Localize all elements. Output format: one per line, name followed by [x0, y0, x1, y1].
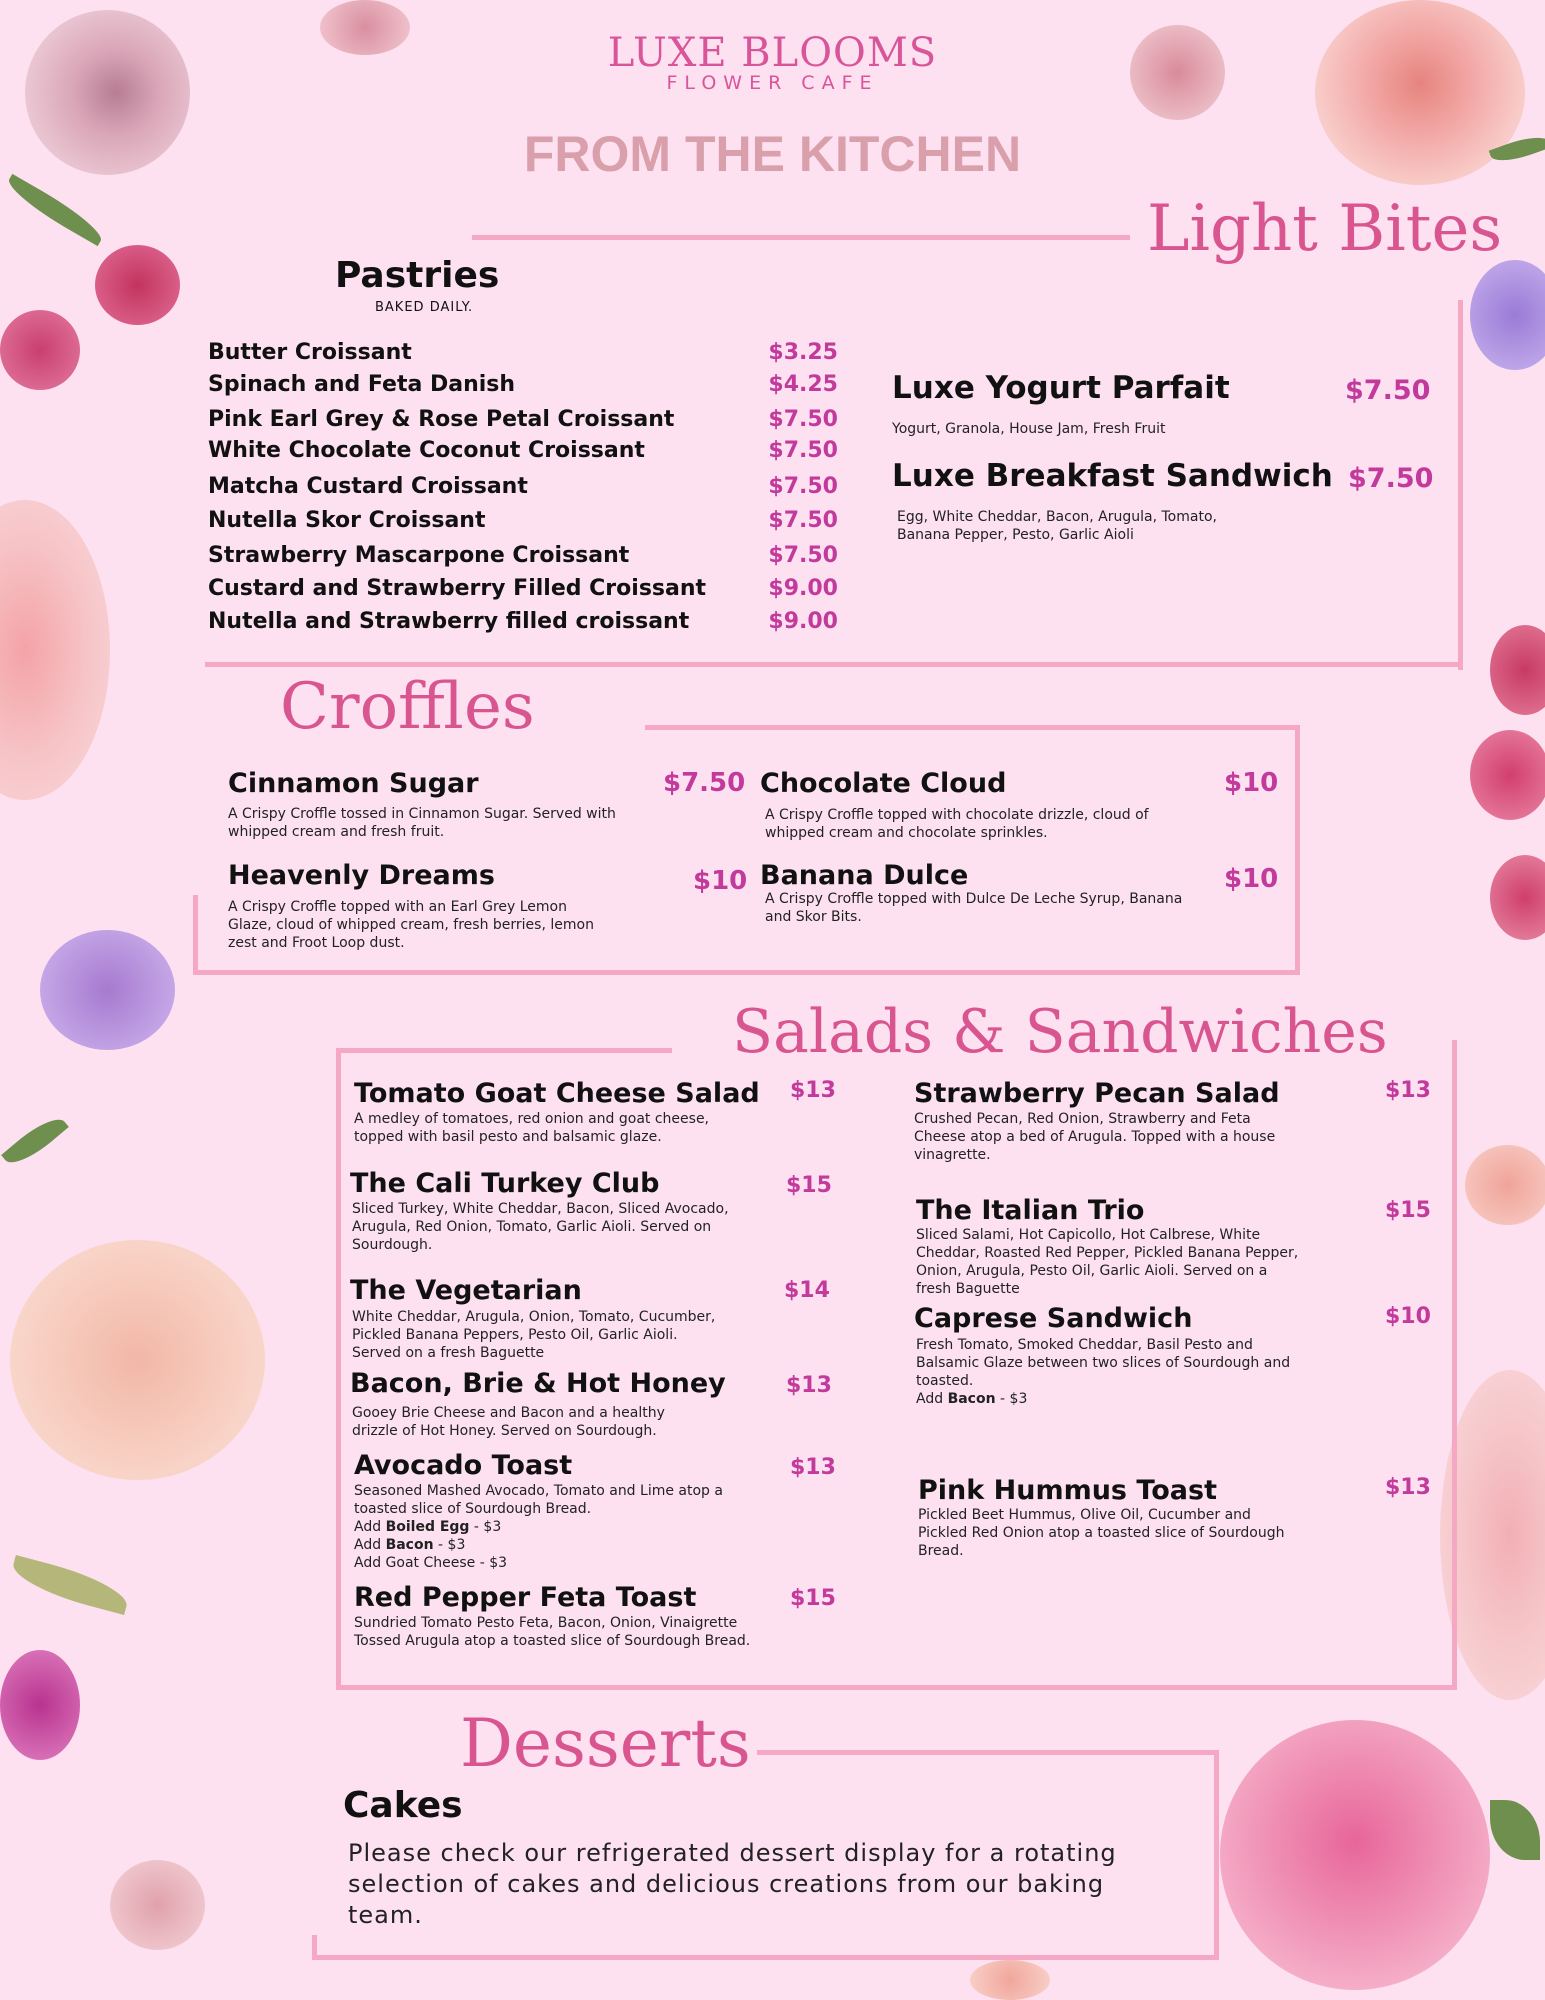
divider	[336, 1685, 1457, 1690]
item-name: The Vegetarian	[350, 1275, 582, 1306]
item-description: Seasoned Mashed Avocado, Tomato and Lime atop a toasted slice of Sourdough Bread. Add Boiled Egg - $3 Add Bacon - $3 Add Goat Cheese - $3	[354, 1482, 729, 1572]
cakes-description: Please check our refrigerated dessert display for a rotating selection of cakes and delicious creations from our baking team.	[348, 1839, 1117, 1929]
item-name: The Cali Turkey Club	[350, 1168, 660, 1199]
item-name: Avocado Toast	[354, 1450, 573, 1481]
item-price: $10	[1224, 768, 1279, 798]
item-price: $15	[790, 1586, 836, 1611]
item-description: A Crispy Croffle topped with Dulce De Leche Syrup, Banana and Skor Bits.	[765, 891, 1183, 925]
item-description: Sliced Turkey, White Cheddar, Bacon, Sliced Avocado, Arugula, Red Onion, Tomato, Garlic Aioli. Served on Sourdough.	[352, 1201, 729, 1253]
item-description: A Crispy Croffle tossed in Cinnamon Sugar. Served with whipped cream and fresh fruit.	[228, 806, 616, 840]
section-title-salads: Salads & Sandwiches	[732, 997, 1388, 1067]
brand-name: LUXE BLOOMS	[607, 30, 938, 76]
item-description: Fresh Tomato, Smoked Cheddar, Basil Pesto and Balsamic Glaze between two slices of Sourdough and toasted. Add Bacon - $3	[916, 1336, 1301, 1408]
addon-line: Add Boiled Egg - $3	[354, 1519, 502, 1535]
brand-logo	[0, 30, 1545, 94]
item-description: White Cheddar, Arugula, Onion, Tomato, Cucumber, Pickled Banana Peppers, Pesto Oil, Garlic Aioli. Served on a fresh Baguette	[352, 1309, 716, 1361]
list-item: Nutella and Strawberry filled croissant $9.00	[208, 609, 838, 634]
list-item: Strawberry Mascarpone Croissant $7.50	[208, 543, 838, 568]
list-item: Spinach and Feta Danish $4.25	[208, 372, 838, 397]
cakes-title: Cakes	[343, 1785, 463, 1826]
item-price: $13	[790, 1455, 836, 1480]
item-name: Luxe Breakfast Sandwich	[892, 458, 1333, 494]
divider	[312, 1955, 1219, 1960]
list-item: Butter Croissant $3.25	[208, 340, 838, 365]
section-title-light-bites: Light Bites	[1147, 192, 1503, 266]
addon-line: Add Bacon - $3	[354, 1537, 466, 1553]
divider	[1295, 725, 1300, 975]
divider	[193, 970, 1300, 975]
item-name: Chocolate Cloud	[760, 768, 1007, 799]
item-price: $7.50	[663, 768, 746, 798]
section-title-croffles: Croffles	[280, 670, 535, 744]
item-description: A Crispy Croffle topped with chocolate drizzle, cloud of whipped cream and chocolate sprinkles.	[765, 807, 1149, 841]
item-price: $10	[1224, 864, 1279, 894]
list-item: White Chocolate Coconut Croissant $7.50	[208, 438, 838, 463]
item-price: $15	[1385, 1198, 1431, 1223]
page-title: FROM THE KITCHEN	[523, 126, 1022, 182]
list-item: Pink Earl Grey & Rose Petal Croissant $7.50	[208, 407, 838, 432]
divider	[1458, 300, 1463, 670]
section-title-desserts: Desserts	[460, 1705, 751, 1782]
brand-subtitle: FLOWER CAFE	[666, 72, 879, 94]
divider	[336, 1048, 341, 1690]
item-description: Egg, White Cheddar, Bacon, Arugula, Tomato, Banana Pepper, Pesto, Garlic Aioli	[897, 509, 1217, 543]
divider	[336, 1048, 672, 1053]
item-name: Cinnamon Sugar	[228, 768, 479, 799]
item-description: Sliced Salami, Hot Capicollo, Hot Calbrese, White Cheddar, Roasted Red Pepper, Pickled Banana Pepper, Onion, Arugula, Pesto Oil, Garlic Aioli. Served on a fresh Baguette	[916, 1227, 1299, 1297]
item-name: Bacon, Brie & Hot Honey	[350, 1368, 726, 1399]
item-name: Luxe Yogurt Parfait	[892, 370, 1230, 406]
item-price: $13	[1385, 1078, 1431, 1103]
list-item: Matcha Custard Croissant $7.50	[208, 474, 838, 499]
list-item: Nutella Skor Croissant $7.50	[208, 508, 838, 533]
divider	[312, 1935, 317, 1960]
item-name: Red Pepper Feta Toast	[354, 1582, 697, 1613]
item-name: Banana Dulce	[760, 860, 969, 891]
addon-line: Add Bacon - $3	[916, 1391, 1028, 1407]
item-price: $13	[1385, 1475, 1431, 1500]
item-description: Pickled Beet Hummus, Olive Oil, Cucumber and Pickled Red Onion atop a toasted slice of Sourdough Bread.	[918, 1507, 1285, 1559]
divider	[1214, 1750, 1219, 1960]
divider	[472, 235, 1130, 240]
item-price: $13	[790, 1078, 836, 1103]
divider	[757, 1750, 1219, 1755]
item-price: $7.50	[1348, 463, 1434, 494]
list-item: Custard and Strawberry Filled Croissant $9.00	[208, 576, 838, 601]
item-price: $7.50	[1345, 375, 1431, 406]
item-name: The Italian Trio	[916, 1195, 1145, 1226]
item-name: Caprese Sandwich	[914, 1303, 1193, 1334]
item-name: Tomato Goat Cheese Salad	[354, 1078, 760, 1109]
divider	[193, 895, 198, 975]
pastries-note: BAKED DAILY.	[375, 300, 474, 315]
item-name: Heavenly Dreams	[228, 860, 495, 891]
divider	[645, 725, 1300, 730]
item-description: Crushed Pecan, Red Onion, Strawberry and Feta Cheese atop a bed of Arugula. Topped with a house vinagrette.	[914, 1111, 1276, 1163]
divider	[1452, 1040, 1457, 1690]
item-description: A Crispy Croffle topped with an Earl Grey Lemon Glaze, cloud of whipped cream, fresh berries, lemon zest and Froot Loop dust.	[228, 899, 594, 951]
item-price: $10	[693, 866, 748, 896]
pastries-title: Pastries	[335, 255, 500, 296]
item-price: $10	[1385, 1304, 1431, 1329]
item-name: Strawberry Pecan Salad	[914, 1078, 1280, 1109]
item-name: Pink Hummus Toast	[918, 1475, 1217, 1506]
addon-line: Add Goat Cheese - $3	[354, 1555, 508, 1571]
divider	[205, 662, 1463, 667]
item-description: Yogurt, Granola, House Jam, Fresh Fruit	[892, 421, 1166, 437]
item-description: A medley of tomatoes, red onion and goat cheese, topped with basil pesto and balsamic glaze.	[354, 1111, 710, 1145]
item-description: Sundried Tomato Pesto Feta, Bacon, Onion, Vinaigrette Tossed Arugula atop a toasted slice of Sourdough Bread.	[354, 1615, 751, 1649]
item-description: Gooey Brie Cheese and Bacon and a healthy drizzle of Hot Honey. Served on Sourdough.	[352, 1405, 665, 1439]
item-price: $13	[786, 1373, 832, 1398]
item-price: $15	[786, 1173, 832, 1198]
item-price: $14	[784, 1278, 830, 1303]
